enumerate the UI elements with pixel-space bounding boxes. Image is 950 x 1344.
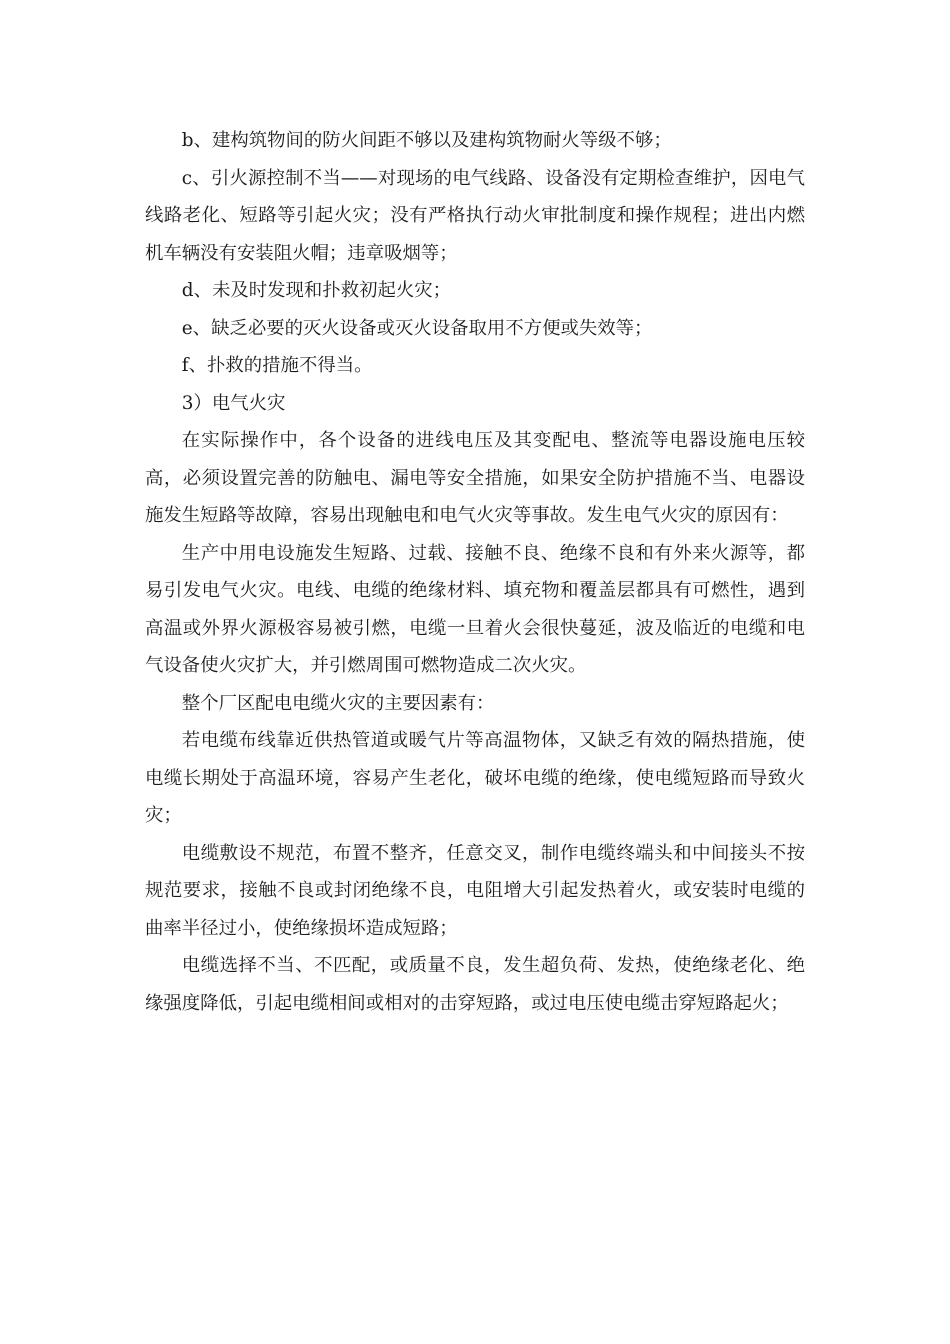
document-body <box>145 122 805 1022</box>
paragraph-item-b: b、建构筑物间的防火间距不够以及建构筑物耐火等级不够； <box>181 130 672 151</box>
paragraph-cable-routing: 若电缆布线靠近供热管道或暖气片等高温物体，又缺乏有效的隔热措施，使电缆长期处于高温环境，容易产生老化，破坏电缆的绝缘，使电缆短路而导致火灾； <box>145 730 805 826</box>
paragraph-item-e: e、缺乏必要的灭火设备或灭火设备取用不方便或失效等； <box>181 317 653 339</box>
paragraph-item-c: c、引火源控制不当——对现场的电气线路、设备没有定期检查维护，因电气线路老化、短路等引起火灾；没有严格执行动火审批制度和操作规程；进出内燃机车辆没有安装阻火帽；违章吸烟等； <box>145 167 805 264</box>
paragraph-main-factors: 整个厂区配电电缆火灾的主要因素有： <box>181 692 495 714</box>
section-heading-electrical-fire: 3）电气火灾 <box>181 392 286 414</box>
paragraph-cable-laying: 电缆敷设不规范，布置不整齐，任意交叉，制作电缆终端头和中间接头不按规范要求，接触不良或封闭绝缘不良，电阻增大引起发热着火，或安装时电缆的曲率半径过小，使绝缘损坏造成短路； <box>145 842 805 939</box>
paragraph-production: 生产中用电设施发生短路、过载、接触不良、绝缘不良和有外来火源等，都易引发电气火灾。电线、电缆的绝缘材料、填充物和覆盖层都具有可燃性，遇到高温或外界火源极容易被引燃，电缆一旦着火会很快蔓延，波及临近的电缆和电气设备使火灾扩大，并引燃周围可燃物造成二次火灾。 <box>145 542 805 676</box>
paragraph-operation: 在实际操作中，各个设备的进线电压及其变配电、整流等电器设施电压较高，必须设置完善的防触电、漏电等安全措施，如果安全防护措施不当、电器设施发生短路等故障，容易出现触电和电气火灾等事故。发生电气火灾的原因有： <box>145 430 805 526</box>
paragraph-item-d: d、未及时发现和扑救初起火灾； <box>181 280 452 301</box>
paragraph-item-f: f、扑救的措施不得当。 <box>181 355 373 376</box>
paragraph-cable-selection: 电缆选择不当、不匹配，或质量不良，发生超负荷、发热，使绝缘老化、绝缘强度降低，引起电缆相间或相对的击穿短路，或过电压使电缆击穿短路起火； <box>145 955 805 1014</box>
